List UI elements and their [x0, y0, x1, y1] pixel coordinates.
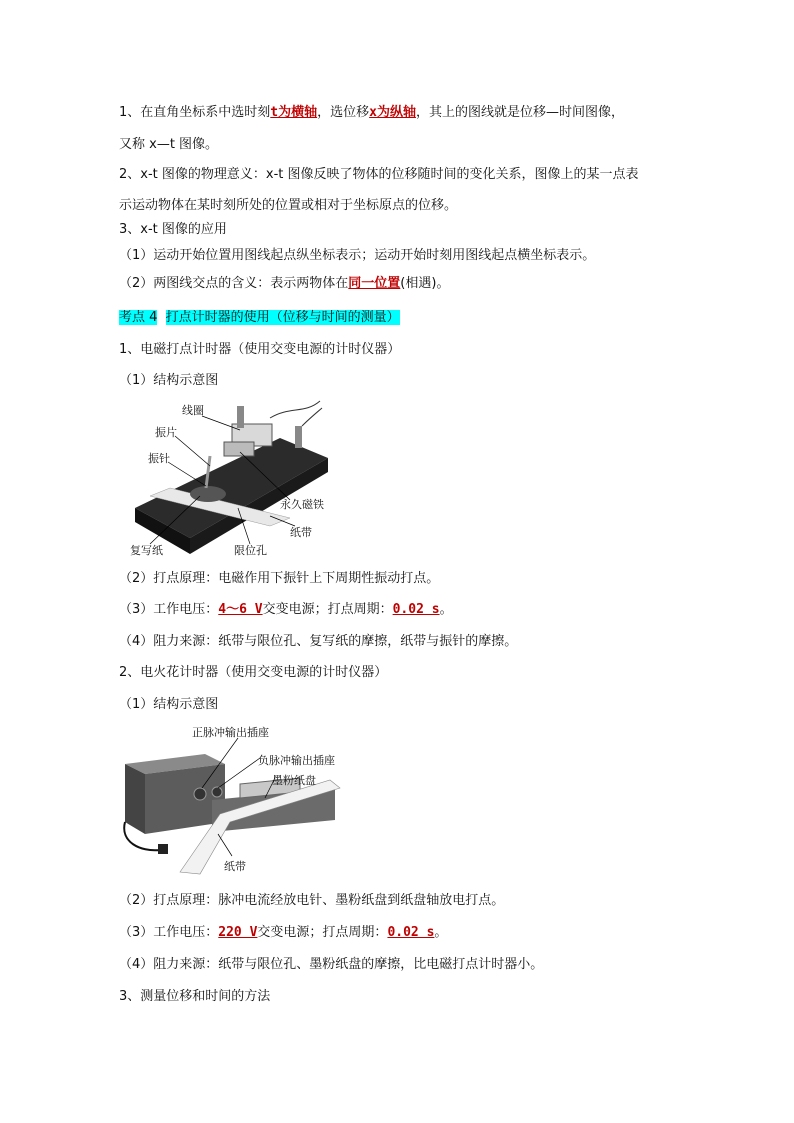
spark-timer-title: [119, 664, 387, 682]
label-limit: 限位孔: [234, 544, 267, 557]
label-neg-socket: 负脉冲输出插座: [258, 754, 335, 767]
text: ，其上的图线就是位移—时间图像，: [415, 105, 624, 120]
spark-timer-s3: [119, 924, 447, 942]
text: （1）结构示意图: [119, 373, 219, 388]
em-timer-title: [119, 341, 400, 359]
spark-timer-diagram: [120, 722, 345, 882]
para-2-line-1: [119, 166, 639, 184]
carbon-disc: [190, 486, 226, 502]
text: （2）打点原理：电磁作用下振针上下周期性振动打点。: [119, 571, 440, 586]
text: （2）打点原理：脉冲电流经放电针、墨粉纸盘到纸盘轴放电打点。: [119, 893, 505, 908]
text: ，选位移: [317, 105, 370, 120]
text: 3、测量位移和时间的方法: [119, 989, 271, 1004]
spark-timer-s2: [119, 892, 504, 910]
label-magnet: 永久磁铁: [280, 498, 324, 511]
para-1-line-2: [119, 136, 218, 154]
text: 。: [434, 925, 448, 940]
label-tape: 纸带: [290, 526, 312, 539]
pos-socket: [194, 788, 206, 800]
text: 交变电源；打点周期：: [257, 925, 388, 940]
text: （4）阻力来源：纸带与限位孔、复写纸的摩擦，纸带与振针的摩擦。: [119, 634, 518, 649]
text: (相遇)。: [400, 276, 450, 291]
text: （3）工作电压：: [119, 602, 219, 617]
label-carbon: 复写纸: [130, 544, 163, 557]
section-title: 打点计时器的使用（位移与时间的测量）: [165, 310, 400, 325]
para-3-item-1: [119, 247, 595, 265]
plug: [158, 844, 168, 854]
spark-timer-s1: [119, 696, 218, 714]
para-2-line-2: [119, 197, 457, 215]
text: （4）阻力来源：纸带与限位孔、墨粉纸盘的摩擦，比电磁打点计时器小。: [119, 957, 544, 972]
text: 1、电磁打点计时器（使用交变电源的计时仪器）: [119, 342, 401, 357]
para-last: [119, 988, 270, 1006]
magnet-block: [224, 442, 254, 456]
para-3-item-2: [119, 275, 449, 293]
wire: [270, 401, 320, 418]
text: 2、x-t 图像的物理意义：x-t 图像反映了物体的位移随时间的变化关系，图像上的某一点表: [119, 167, 639, 182]
label-toner-disc: 墨粉纸盘: [272, 774, 316, 787]
em-timer-s3: [119, 601, 453, 619]
label-needle: 振针: [148, 452, 170, 465]
em-timer-s4: [119, 633, 517, 651]
answer-period: 0.02 s: [387, 925, 435, 940]
label-tape: 纸带: [224, 860, 246, 873]
answer-voltage: 220 V: [218, 925, 258, 940]
em-timer-s1: [119, 372, 218, 390]
text: （2）两图线交点的含义：表示两物体在: [119, 276, 349, 291]
post-right: [295, 426, 302, 448]
label-pos-socket: 正脉冲输出插座: [192, 726, 269, 739]
text: 交变电源；打点周期：: [262, 602, 393, 617]
em-timer-diagram: [130, 396, 340, 562]
wire-2: [302, 408, 322, 426]
text: （1）结构示意图: [119, 697, 219, 712]
answer-voltage: 4～6 V: [218, 602, 263, 617]
para-1-line-1: [119, 104, 624, 122]
text: 又称 x—t 图像。: [119, 137, 219, 152]
text: （1）运动开始位置用图线起点纵坐标表示；运动开始时刻用图线起点横坐标表示。: [119, 248, 596, 263]
answer-same-position: 同一位置: [348, 276, 401, 291]
label-coil: 线圈: [182, 404, 204, 417]
answer-x-vertical: x为纵轴: [369, 105, 416, 120]
spark-timer-s4: [119, 956, 543, 974]
answer-t-horizontal: t为横轴: [270, 105, 318, 120]
section-4-heading: [119, 309, 400, 327]
text: 3、x-t 图像的应用: [119, 222, 227, 237]
em-timer-s2: [119, 570, 439, 588]
text: （3）工作电压：: [119, 925, 219, 940]
para-3-title: [119, 221, 227, 239]
label-reed: 振片: [155, 426, 177, 439]
text: 。: [439, 602, 453, 617]
text: 2、电火花计时器（使用交变电源的计时仪器）: [119, 665, 388, 680]
section-number: 考点 4: [119, 310, 158, 325]
text: 1、在直角坐标系中选时刻: [119, 105, 271, 120]
text: 示运动物体在某时刻所处的位置或相对于坐标原点的位移。: [119, 198, 458, 213]
box-left: [125, 764, 145, 834]
answer-period: 0.02 s: [392, 602, 440, 617]
post-left: [237, 406, 244, 428]
neg-socket: [212, 787, 222, 797]
